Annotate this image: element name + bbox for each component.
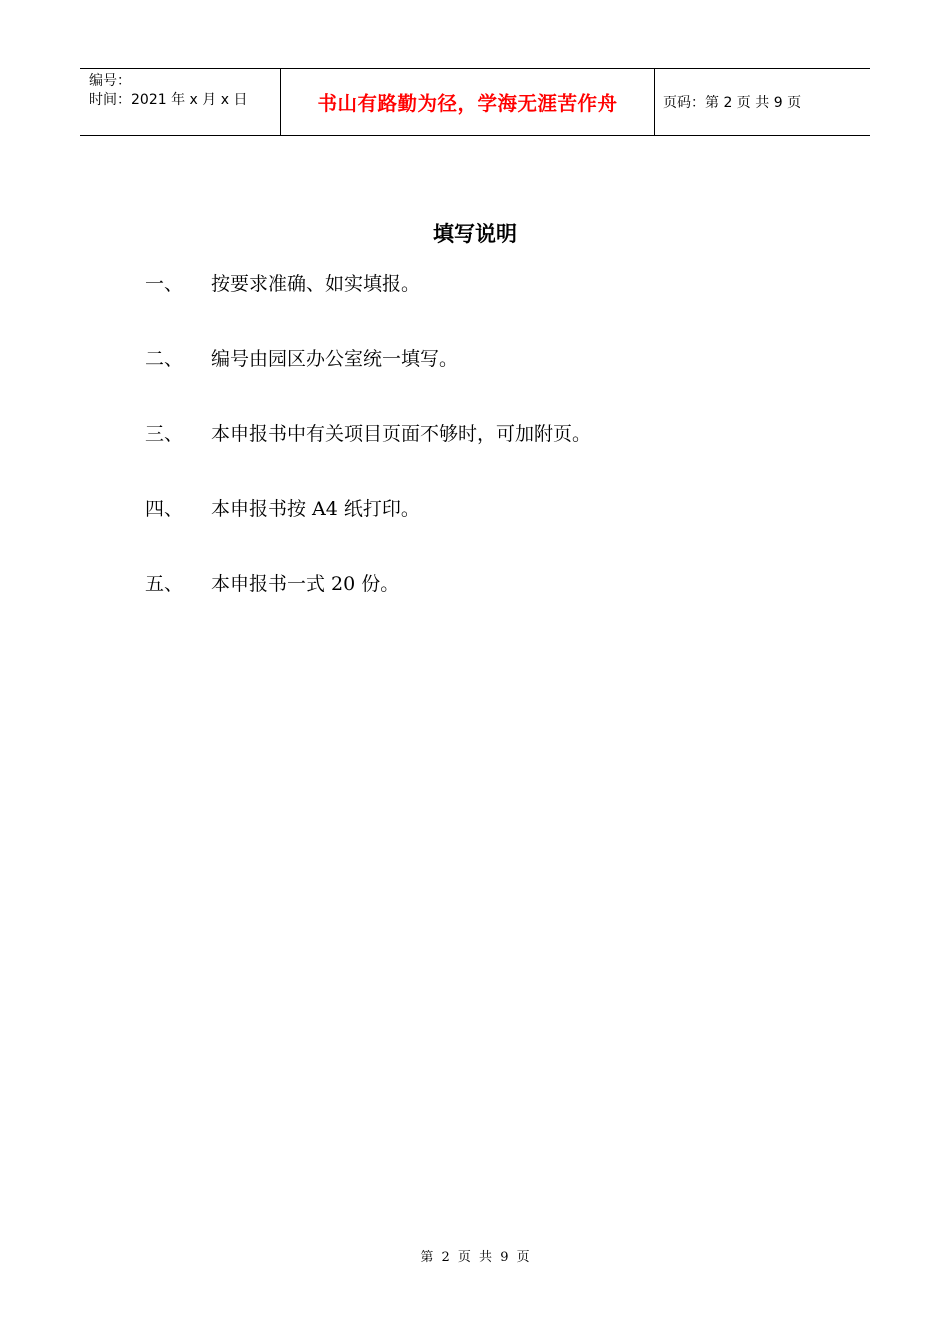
- page-footer: 第 2 页 共 9 页: [420, 1250, 530, 1265]
- instruction-text: 编号由园区办公室统一填写。: [211, 348, 459, 370]
- header-motto: 书山有路勤为径，学海无涯苦作舟: [317, 92, 618, 115]
- instruction-item: [145, 571, 399, 597]
- instruction-text: 本申报书按 A4 纸打印。: [211, 498, 420, 520]
- instruction-number: 五、: [145, 573, 184, 595]
- document-time-label: 时间：2021 年 x 月 x 日: [89, 92, 248, 108]
- instruction-number: 一、: [145, 273, 184, 295]
- page-title: 填写说明: [433, 222, 517, 246]
- instruction-item: [145, 421, 591, 447]
- instruction-text: 本申报书一式 20 份。: [211, 573, 400, 595]
- instruction-number: 三、: [145, 423, 184, 445]
- instruction-text: 本申报书中有关项目页面不够时，可加附页。: [211, 423, 592, 445]
- instruction-item: [145, 346, 458, 372]
- document-number-label: 编号：: [89, 73, 131, 89]
- header-page-info: 页码：第 2 页 共 9 页: [663, 95, 802, 111]
- instruction-item: [145, 271, 420, 297]
- instruction-text: 按要求准确、如实填报。: [211, 273, 421, 295]
- page-header: [80, 68, 870, 136]
- instruction-number: 四、: [145, 498, 184, 520]
- header-meta-cell: [80, 69, 281, 135]
- header-motto-cell: [281, 69, 655, 135]
- header-page-cell: [655, 69, 870, 135]
- instruction-item: [145, 496, 420, 522]
- instruction-number: 二、: [145, 348, 184, 370]
